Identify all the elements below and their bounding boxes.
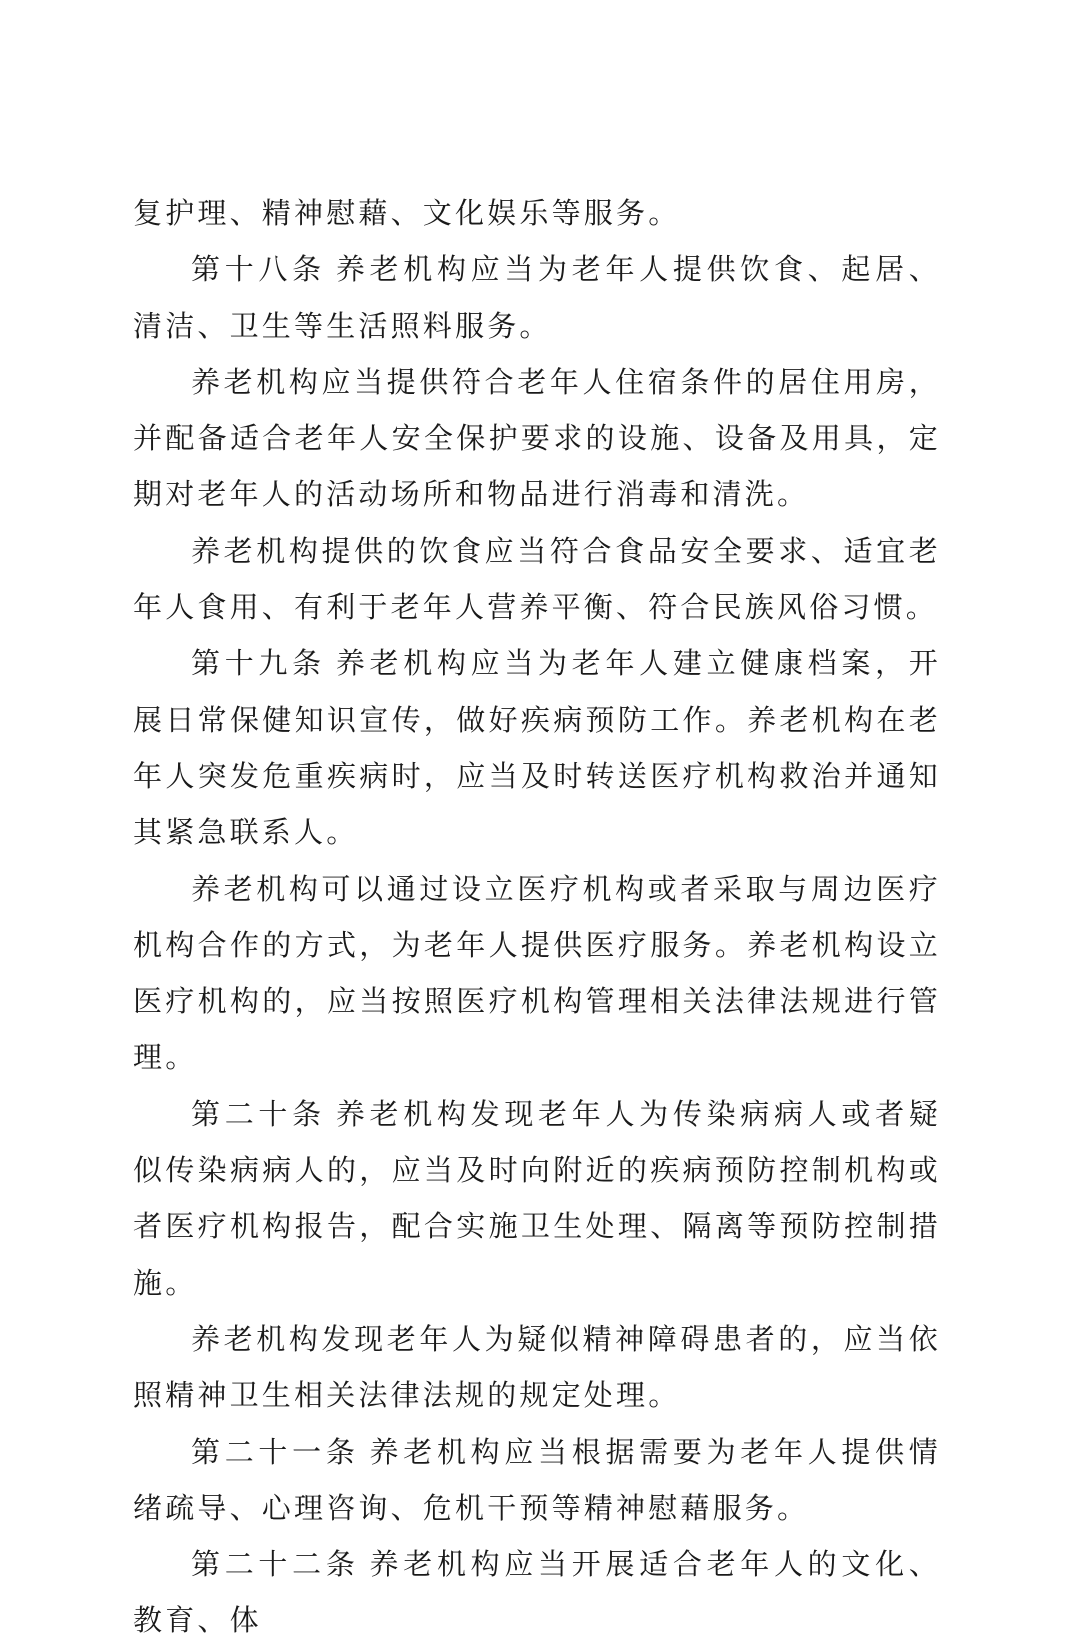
- paragraph-text: 复护理、精神慰藉、文化娱乐等服务。: [133, 196, 681, 230]
- paragraph-text: 养老机构可以通过设立医疗机构或者采取与周边医疗机构合作的方式，为老年人提供医疗服务。养老机构设立医疗机构的，应当按照医疗机构管理相关法律法规进行管理。: [133, 871, 941, 1075]
- document-body: [133, 185, 941, 1649]
- paragraph-text: 养老机构应当开展适合老年人的文化、教育、体: [133, 1547, 941, 1638]
- paragraph-continuation: [133, 185, 941, 241]
- paragraph-text: 养老机构发现老年人为疑似精神障碍患者的，应当依照精神卫生相关法律法规的规定处理。: [133, 1321, 941, 1413]
- article-19-paragraph: [133, 635, 941, 860]
- article-20-clause-2: [133, 1311, 941, 1424]
- article-18-clause-3: [133, 523, 941, 636]
- paragraph-text: 养老机构应当为老年人建立健康档案，开展日常保健知识宣传，做好疾病预防工作。养老机构在老年人突发危重疾病时，应当及时转送医疗机构救治并通知其紧急联系人。: [133, 646, 941, 850]
- article-number: 第二十二条: [191, 1547, 360, 1582]
- paragraph-text: 养老机构发现老年人为传染病病人或者疑似传染病病人的，应当及时向附近的疾病预防控制机构或者医疗机构报告，配合实施卫生处理、隔离等预防控制措施。: [133, 1096, 941, 1300]
- article-number: 第二十条: [191, 1096, 326, 1131]
- paragraph-text: 养老机构应当为老年人提供饮食、起居、清洁、卫生等生活照料服务。: [133, 252, 941, 343]
- article-21-paragraph: [133, 1424, 941, 1537]
- article-18-clause-2: [133, 354, 941, 523]
- article-18-paragraph: [133, 241, 941, 354]
- article-22-paragraph: [133, 1536, 941, 1649]
- article-number: 第十九条: [191, 646, 326, 681]
- article-number: 第十八条: [191, 252, 326, 287]
- article-20-paragraph: [133, 1086, 941, 1311]
- paragraph-text: 养老机构提供的饮食应当符合食品安全要求、适宜老年人食用、有利于老年人营养平衡、符合民族风俗习惯。: [133, 533, 941, 625]
- paragraph-text: 养老机构应当根据需要为老年人提供情绪疏导、心理咨询、危机干预等精神慰藉服务。: [133, 1434, 941, 1525]
- article-19-clause-2: [133, 861, 941, 1086]
- paragraph-text: 养老机构应当提供符合老年人住宿条件的居住用房，并配备适合老年人安全保护要求的设施、设备及用具，定期对老年人的活动场所和物品进行消毒和清洗。: [133, 364, 941, 512]
- article-number: 第二十一条: [191, 1434, 360, 1469]
